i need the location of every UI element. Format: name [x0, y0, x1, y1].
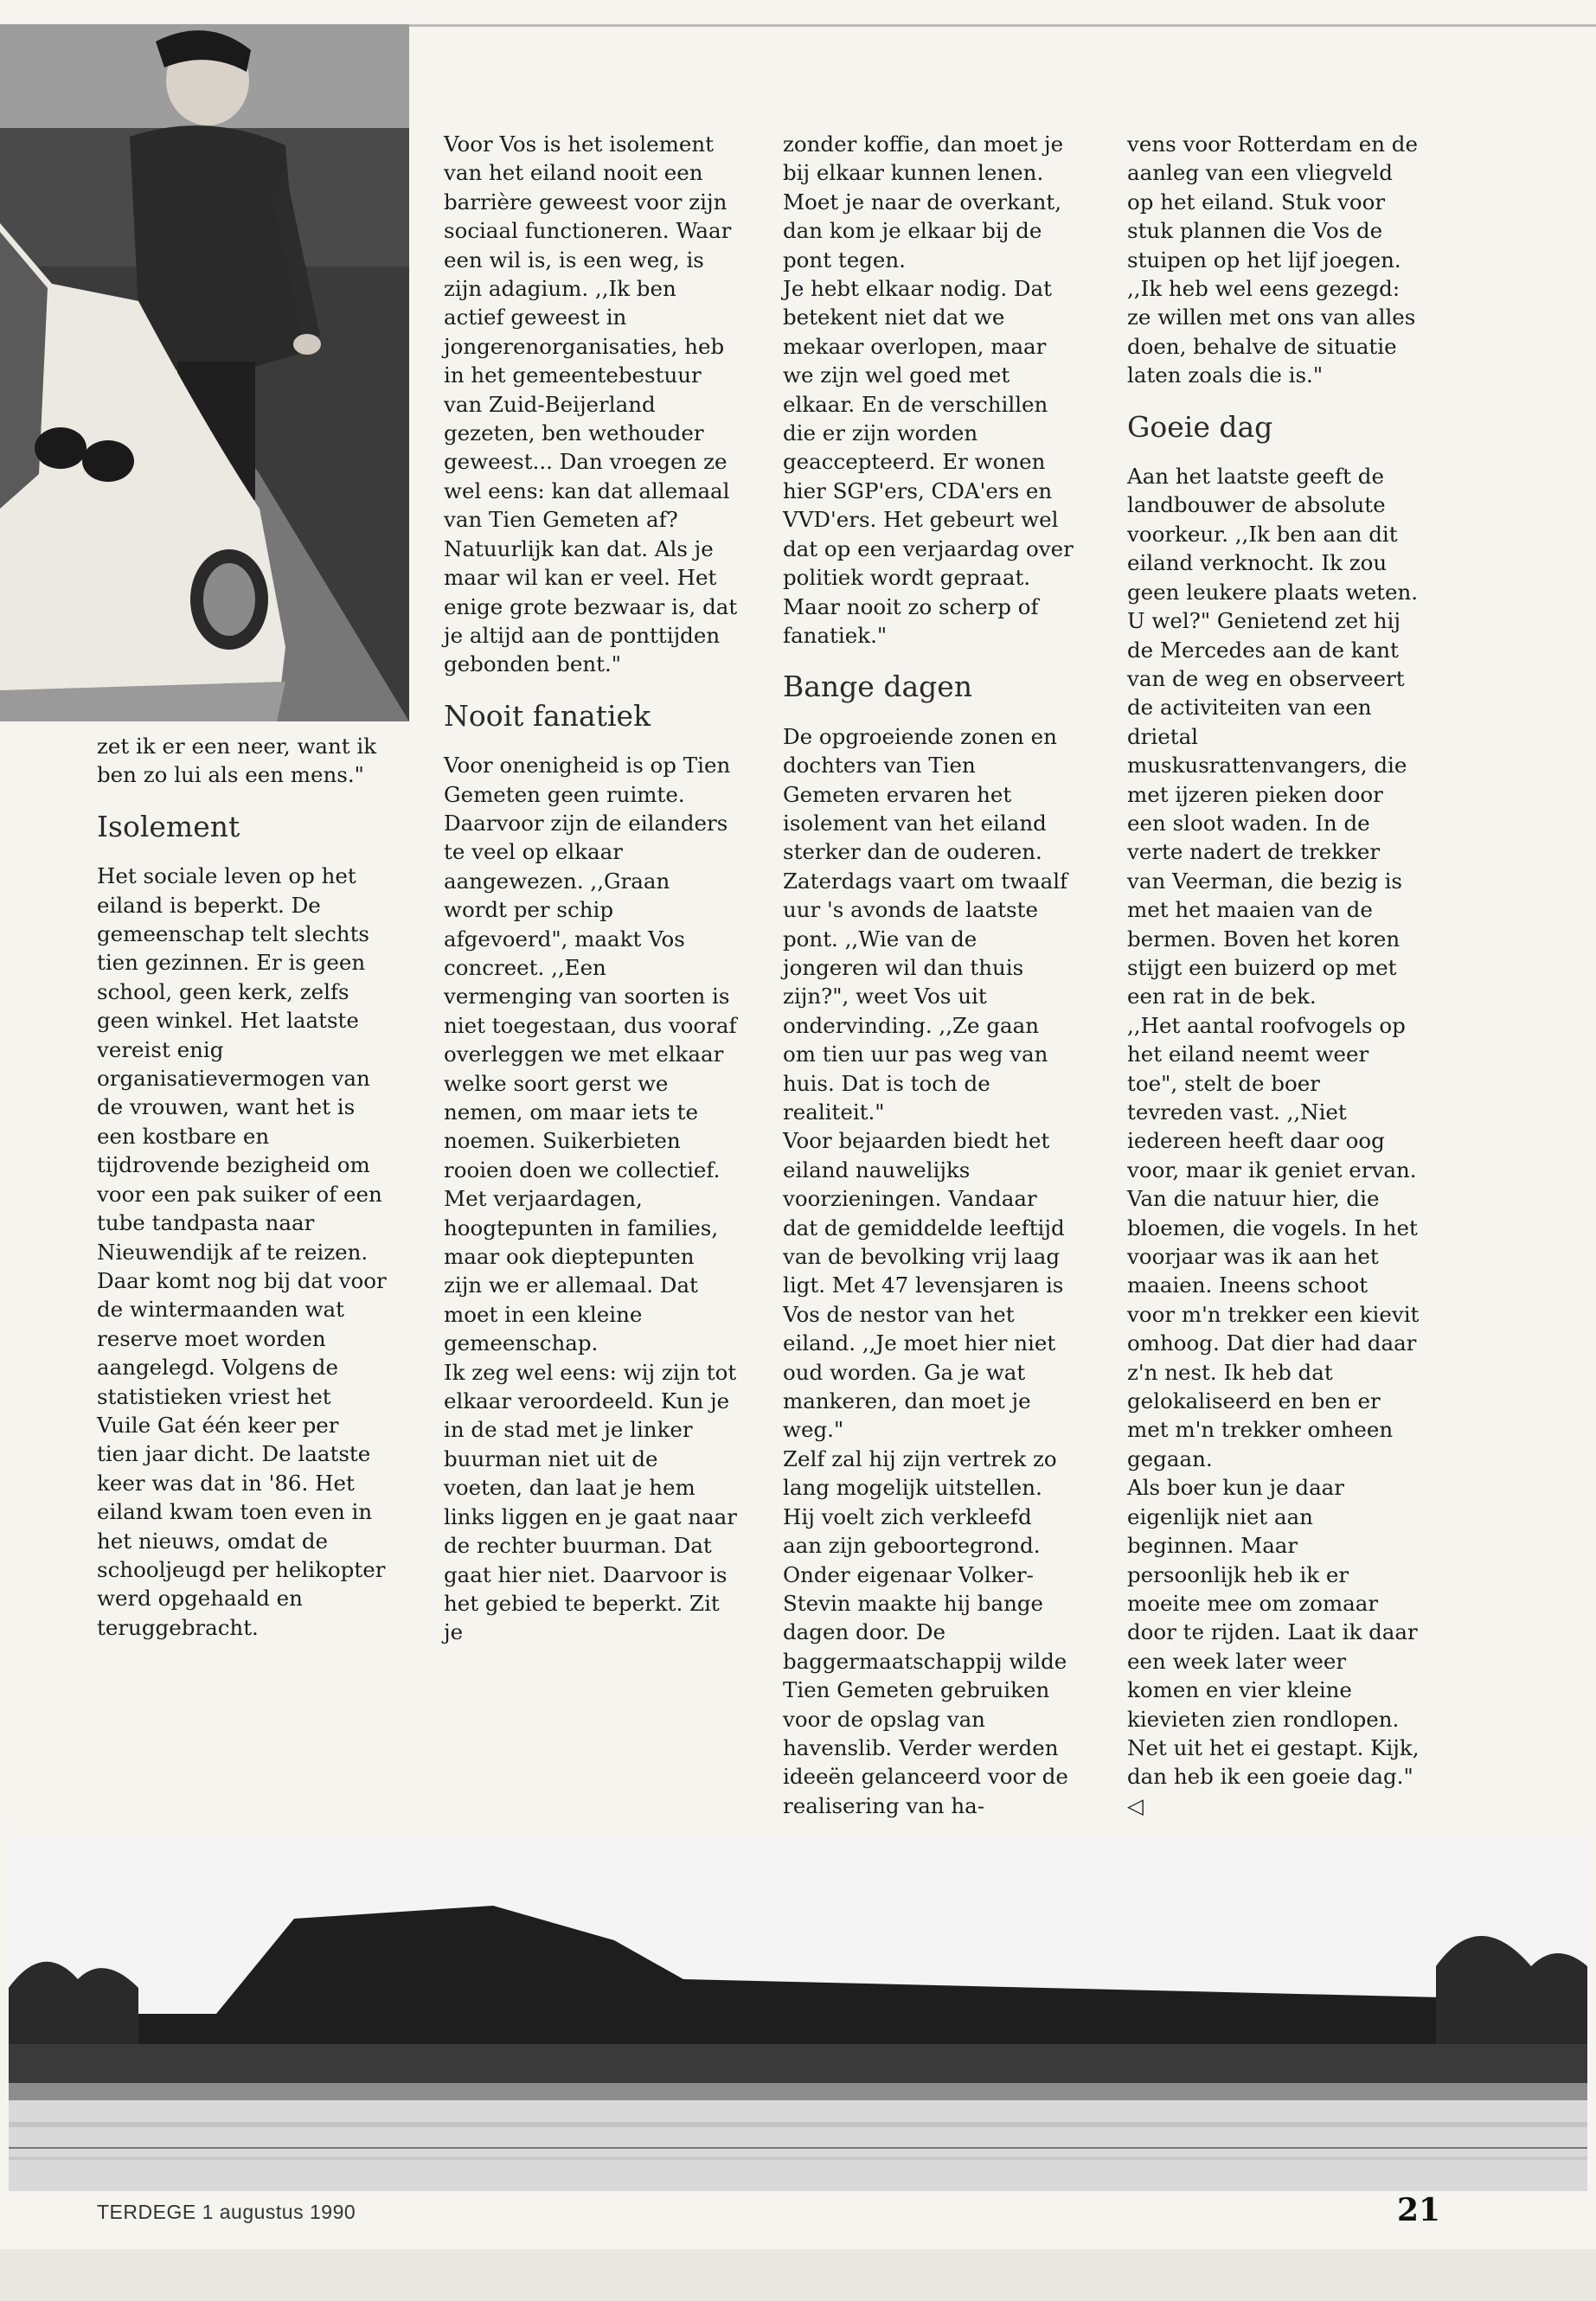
paragraph: zet ik er een neer, want ik ben zo lui als een mens."	[97, 734, 377, 788]
paragraph: Daar komt nog bij dat voor de wintermaanden wat reserve moet worden aangelegd. Volgens de statistieken vriest het Vuile Gat één keer per tien jaar dicht. De laatste keer was dat in '86. Het eiland kwam toen even in het nieuws, omdat de schooljeugd per helikopter werd opgehaald en teruggebracht.	[97, 1267, 387, 1640]
landscape-illustration	[9, 1836, 1587, 2191]
bottom-rule	[9, 2147, 1587, 2149]
paragraph: De opgroeiende zonen en dochters van Tien Gemeten ervaren het isolement van het eiland sterker dan de ouderen. Zaterdags vaart om twaalf uur 's avonds de laatste pont. ,,Wie van de jongeren wil dan thuis zijn?", weet Vos uit ondervinding. ,,Ze gaan om tien uur pas weg van huis. Dat is toch de realiteit."	[783, 723, 1068, 1125]
farmer-with-car-photo	[0, 24, 409, 721]
footer-publication-date: TERDEGE 1 augustus 1990	[97, 2201, 356, 2223]
section-heading-nooit-fanatiek: Nooit fanatiek	[444, 698, 651, 733]
section-heading-isolement: Isolement	[97, 809, 240, 843]
page-top-margin	[0, 0, 1596, 22]
farmer-photo-illustration	[0, 24, 409, 721]
section-heading-goeie-dag: Goeie dag	[1127, 409, 1273, 444]
paragraph: Aan het laatste geeft de landbouwer de absolute voorkeur. ,,Ik ben aan dit eiland verknocht. Ik zou geen leukere plaats weten. U wel?" Genietend zet hij de Mercedes aan de kant van de weg en observeert de activiteiten van een drietal muskusrattenvangers, die met ijzeren pieken door een sloot waden. In de verte nadert de trekker van Veerman, die bezig is met het maaien van de bermen. Boven het koren stijgt een buizerd op met een rat in de bek.	[1127, 464, 1419, 1009]
page-bottom-margin	[0, 2249, 1596, 2301]
article-column-2	[444, 130, 738, 1647]
article-column-1	[97, 732, 387, 1642]
paragraph: Je hebt elkaar nodig. Dat betekent niet dat we mekaar overlopen, maar we zijn wel goed met elkaar. En de verschillen die er zijn worden geaccepteerd. Er wonen hier SGP'ers, CDA'ers en VVD'ers. Het gebeurt wel dat op een verjaardag over politiek wordt gepraat. Maar nooit zo scherp of fanatiek."	[783, 276, 1074, 648]
article-column-3	[783, 130, 1077, 1820]
article-column-4	[1127, 130, 1421, 1820]
page-number: 21	[1397, 2192, 1441, 2228]
paragraph: Zelf zal hij zijn vertrek zo lang mogelijk uitstellen. Hij voelt zich verkleefd aan zijn geboortegrond. Onder eigenaar Volker-Stevin maakte hij bange dagen door. De baggermaatschappij wilde Tien Gemeten gebruiken voor de opslag van havenslib. Verder werden ideeën gelanceerd voor de realisering van ha-	[783, 1445, 1068, 1818]
paragraph: Als boer kun je daar eigenlijk niet aan beginnen. Maar persoonlijk heb ik er moeite mee om zomaar door te rijden. Laat ik daar een week later weer komen en vier kleine kievieten zien rondlopen. Net uit het ei gestapt. Kijk, dan heb ik een goeie dag." ◁	[1127, 1475, 1420, 1818]
paragraph: Het sociale leven op het eiland is beperkt. De gemeenschap telt slechts tien gezinnen. Er is geen school, geen kerk, zelfs geen winkel. Het laatste vereist enig organisatievermogen van de vrouwen, want het is een kostbare en tijdrovende bezigheid om voor een pak suiker of een tube tandpasta naar Nieuwendijk af te reizen.	[97, 863, 382, 1265]
paragraph: Ik zeg wel eens: wij zijn tot elkaar veroordeeld. Kun je in de stad met je linker buurman niet uit de voeten, dan laat je hem links liggen en je gaat naar de rechter buurman. Dat gaat hier niet. Daarvoor is het gebied te beperkt. Zit je	[444, 1359, 737, 1645]
island-landscape-photo	[9, 1836, 1587, 2191]
paragraph: Voor bejaarden biedt het eiland nauwelijks voorzieningen. Vandaar dat de gemiddelde leeftijd van de bevolking vrij laag ligt. Met 47 levensjaren is Vos de nestor van het eiland. ,,Je moet hier niet oud worden. Ga je wat mankeren, dan moet je weg."	[783, 1128, 1065, 1443]
paragraph: Voor Vos is het isolement van het eiland nooit een barrière geweest voor zijn sociaal functioneren. Waar een wil is, is een weg, is zijn adagium. ,,Ik ben actief geweest in jongerenorganisaties, heb in het gemeentebestuur van Zuid-Beijerland gezeten, ben wethouder geweest... Dan vroegen ze wel eens: kan dat allemaal van Tien Gemeten af? Natuurlijk kan dat. Als je maar wil kan er veel. Het enige grote bezwaar is, dat je altijd aan de ponttijden gebonden bent."	[444, 131, 738, 677]
paragraph: zonder koffie, dan moet je bij elkaar kunnen lenen. Moet je naar de overkant, dan kom je elkaar bij de pont tegen.	[783, 131, 1064, 272]
paragraph: Voor onenigheid is op Tien Gemeten geen ruimte. Daarvoor zijn de eilanders te veel op elkaar aangewezen. ,,Graan wordt per schip afgevoerd", maakt Vos concreet. ,,Een vermenging van soorten is niet toegestaan, dus vooraf overleggen we met elkaar welke soort gerst we nemen, om maar iets te noemen. Suikerbieten rooien doen we collectief. Met verjaardagen, hoogtepunten in families, maar ook dieptepunten zijn we er allemaal. Dat moet in een kleine gemeenschap.	[444, 753, 737, 1356]
paragraph: vens voor Rotterdam en de aanleg van een vliegveld op het eiland. Stuk voor stuk plannen die Vos de stuipen op het lijf joegen. ,,Ik heb wel eens gezegd: ze willen met ons van alles doen, behalve de situatie laten zoals die is."	[1127, 131, 1418, 388]
paragraph: ,,Het aantal roofvogels op het eiland neemt weer toe", stelt de boer tevreden vast. ,,Niet iedereen heeft daar oog voor, maar ik geniet ervan. Van die natuur hier, die bloemen, die vogels. In het voorjaar was ik aan het maaien. Ineens schoot voor m'n trekker een kievit omhoog. Dat dier had daar z'n nest. Ik heb dat gelokaliseerd en ben er met m'n trekker omheen gegaan.	[1127, 1012, 1420, 1471]
section-heading-bange-dagen: Bange dagen	[783, 670, 973, 704]
top-rule	[409, 24, 1596, 27]
